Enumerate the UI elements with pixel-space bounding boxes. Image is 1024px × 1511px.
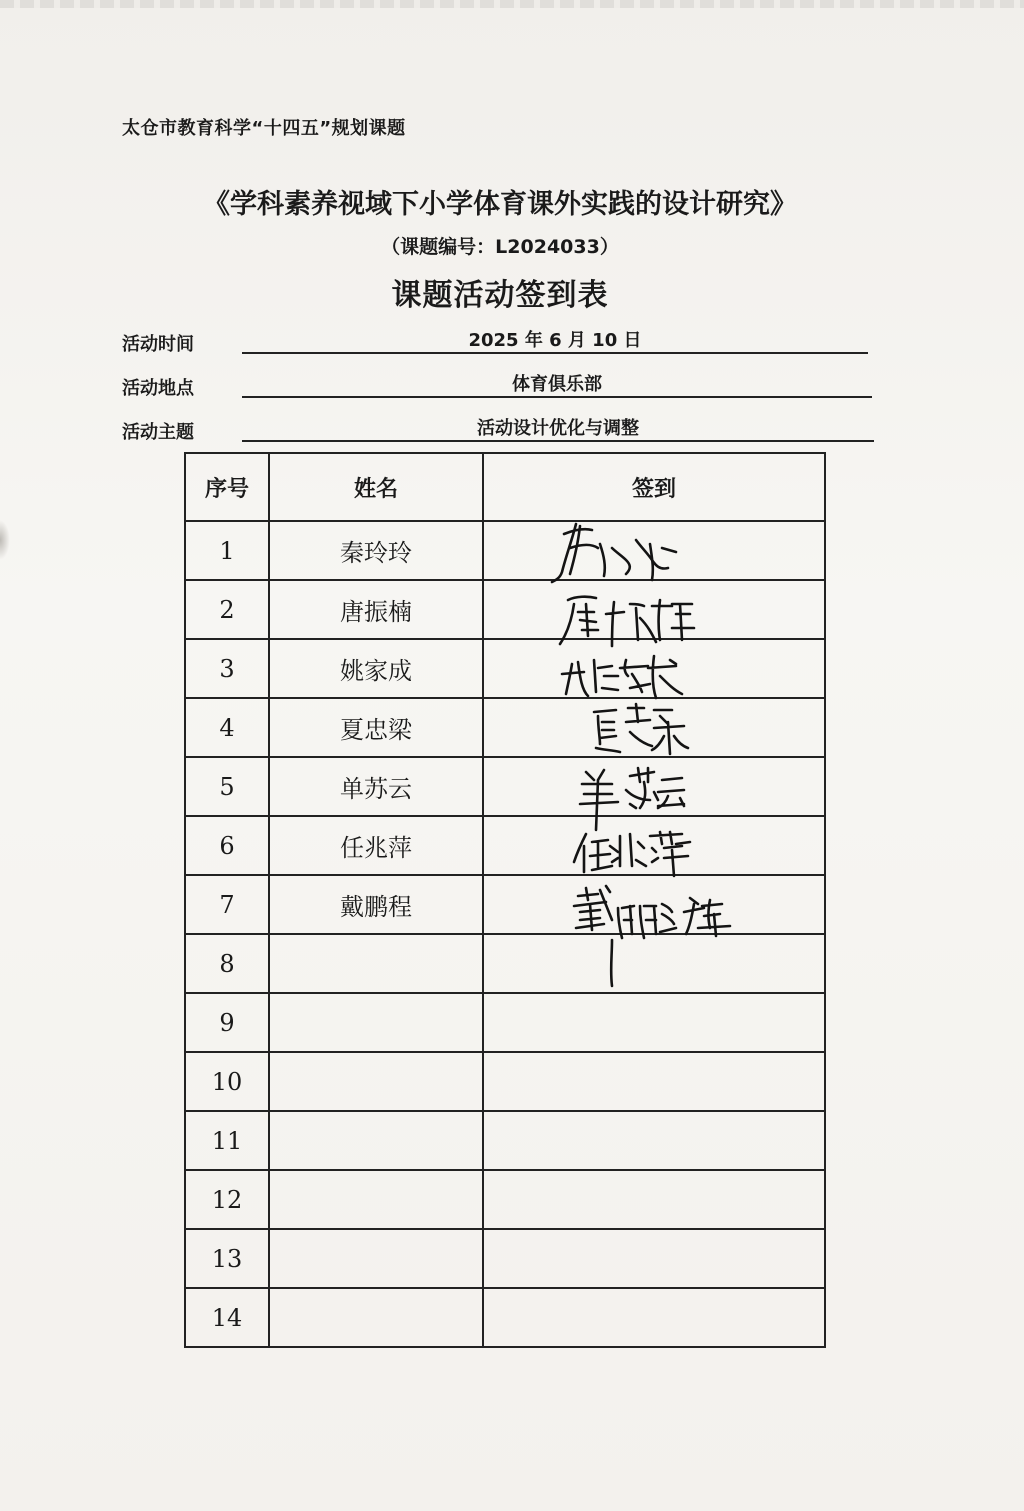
project-series: 太仓市教育科学“十四五”规划课题 [122,118,406,139]
table-row [185,1229,825,1288]
row-name [269,1229,483,1288]
row-number: 14 [185,1288,269,1347]
row-number: 9 [185,993,269,1052]
row-signature-cell [483,934,825,993]
row-number: 3 [185,639,269,698]
table-row [185,698,825,757]
row-signature-cell [483,1052,825,1111]
row-number: 10 [185,1052,269,1111]
project-code: （课题编号：L2024033） [381,236,619,258]
row-name: 姚家成 [269,639,483,698]
sheet-title: 课题活动签到表 [391,278,609,313]
row-number: 4 [185,698,269,757]
table-row [185,521,825,580]
table-row [185,639,825,698]
row-signature-cell [483,993,825,1052]
scan-shadow [0,520,10,560]
table-row [185,1111,825,1170]
row-number: 12 [185,1170,269,1229]
row-number: 6 [185,816,269,875]
row-name [269,1052,483,1111]
row-name [269,934,483,993]
column-header-name: 姓名 [269,453,483,521]
activity-time-label: 活动时间 [122,334,194,355]
activity-place-value: 体育俱乐部 [242,372,872,398]
row-signature-cell [483,1170,825,1229]
row-number: 1 [185,521,269,580]
scan-edge [0,0,1024,8]
row-signature-cell [483,1288,825,1347]
row-name: 单苏云 [269,757,483,816]
activity-place-label: 活动地点 [122,378,194,399]
row-signature-cell [483,639,825,698]
table-row [185,1170,825,1229]
table-row [185,757,825,816]
row-signature-cell [483,757,825,816]
activity-topic-label: 活动主题 [122,422,194,443]
row-name: 秦玲玲 [269,521,483,580]
row-name: 任兆萍 [269,816,483,875]
activity-time-value: 2025 年 6 月 10 日 [242,328,868,354]
activity-topic-value: 活动设计优化与调整 [242,416,874,442]
row-name: 唐振楠 [269,580,483,639]
row-name: 夏忠梁 [269,698,483,757]
row-signature-cell [483,521,825,580]
row-number: 2 [185,580,269,639]
row-number: 11 [185,1111,269,1170]
row-signature-cell [483,580,825,639]
row-signature-cell [483,1229,825,1288]
row-signature-cell [483,875,825,934]
table-row [185,875,825,934]
table-row [185,816,825,875]
row-number: 8 [185,934,269,993]
row-name [269,1170,483,1229]
column-header-number: 序号 [185,453,269,521]
table-row [185,580,825,639]
table-body [185,521,825,1347]
row-name: 戴鹏程 [269,875,483,934]
row-name [269,993,483,1052]
row-number: 13 [185,1229,269,1288]
row-name [269,1288,483,1347]
row-signature-cell [483,1111,825,1170]
row-number: 7 [185,875,269,934]
sign-in-table [184,452,826,1348]
row-signature-cell [483,698,825,757]
row-name [269,1111,483,1170]
row-signature-cell [483,816,825,875]
table-header-row [185,453,825,521]
project-title: 《学科素养视域下小学体育课外实践的设计研究》 [203,189,797,220]
column-header-signature: 签到 [483,453,825,521]
table-row [185,934,825,993]
table-row [185,993,825,1052]
table-row [185,1288,825,1347]
row-number: 5 [185,757,269,816]
table-row [185,1052,825,1111]
